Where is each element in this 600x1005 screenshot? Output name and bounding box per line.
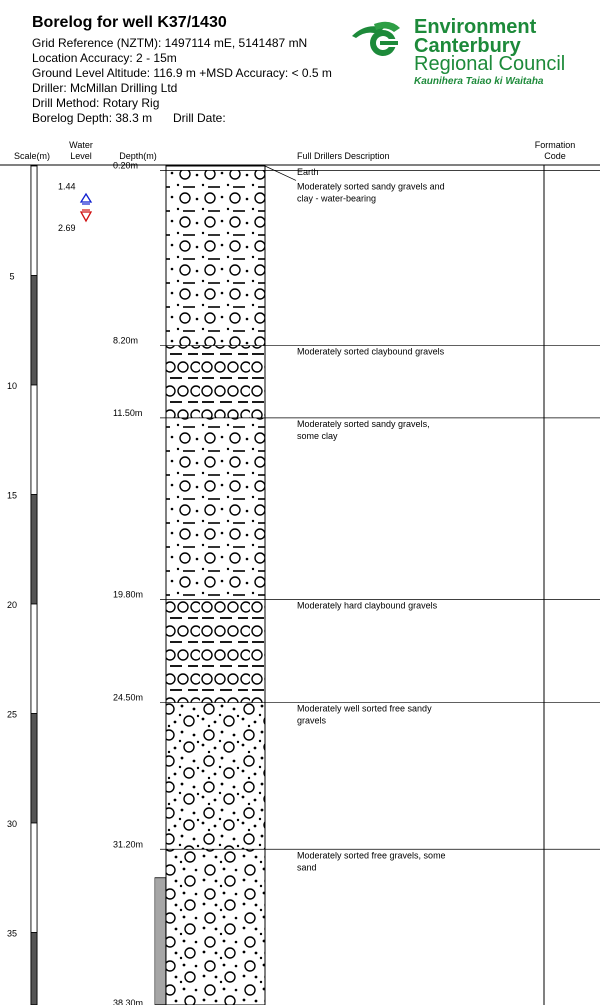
water-level-label: 2.69 bbox=[58, 222, 76, 233]
bottom-depth-label: 38.30m bbox=[113, 997, 144, 1005]
logo-environment: Environment bbox=[414, 16, 537, 38]
logo-regional-council: Regional Council bbox=[414, 53, 566, 75]
drill-method: Drill Method: Rotary Rig bbox=[32, 96, 160, 110]
scale-segment bbox=[31, 714, 37, 824]
layer-description-text: Moderately sorted claybound gravels bbox=[297, 346, 445, 357]
scale-bar-segments bbox=[31, 166, 37, 1005]
water-level-label: 1.44 bbox=[58, 181, 76, 192]
driller: Driller: McMillan Drilling Ltd bbox=[32, 81, 178, 95]
lithology-layer bbox=[166, 346, 265, 418]
scale-tick-label: 30 bbox=[6, 819, 18, 829]
scale-tick-label: 10 bbox=[6, 381, 18, 391]
scale-segment bbox=[31, 166, 37, 276]
scale-tick-label: 5 bbox=[9, 271, 15, 282]
formation-code-column-header: Formation Code bbox=[534, 140, 576, 161]
ground-level-altitude: Ground Level Altitude: 116.9 m +MSD Accuracy: < 0.5 m bbox=[32, 66, 332, 80]
borelog-title: Borelog for well K37/1430 bbox=[32, 14, 227, 31]
grid-reference: Grid Reference (NZTM): 1497114 mE, 5141487 mN bbox=[32, 36, 308, 50]
description-column-header: Full Drillers Description bbox=[297, 151, 390, 161]
water-level-up-icon bbox=[81, 194, 91, 202]
layer-top-depth-label: 0.20m bbox=[113, 160, 139, 171]
layer-top-depth-label: 8.20m bbox=[113, 335, 139, 346]
scale-tick-label: 35 bbox=[6, 928, 18, 939]
lithology-column bbox=[166, 170, 265, 1004]
depth-column-header: Depth(m) bbox=[119, 151, 157, 161]
scale-tick-label: 20 bbox=[6, 600, 18, 610]
layer-description-text: clay - water-bearing bbox=[297, 193, 377, 204]
layer-description-text: sand bbox=[297, 862, 317, 873]
borelog-depth: Borelog Depth: 38.3 m bbox=[32, 111, 153, 125]
layer-description-text: gravels bbox=[297, 715, 327, 726]
scale-segment bbox=[31, 604, 37, 714]
layer-description-text: Moderately sorted sandy gravels, bbox=[297, 418, 430, 429]
layer-top-depth-label: 31.20m bbox=[113, 839, 144, 850]
lithology-layer bbox=[166, 418, 265, 600]
scale-tick-labels bbox=[7, 272, 17, 939]
surface-leader-line bbox=[265, 166, 296, 180]
layer-description-text: Moderately well sorted free sandy bbox=[297, 703, 432, 714]
scale-segment bbox=[31, 276, 37, 386]
water-level-markers bbox=[58, 182, 91, 233]
lithology-layer bbox=[166, 170, 265, 345]
layer-description-text: Moderately hard claybound gravels bbox=[297, 600, 438, 611]
lithology-layer bbox=[166, 703, 265, 850]
scale-column-header: Scale(m) bbox=[13, 151, 50, 161]
scale-tick-label: 15 bbox=[6, 490, 18, 501]
logo-tagline: Kaunihera Taiao ki Waitaha bbox=[414, 76, 544, 87]
scale-segment bbox=[31, 495, 37, 605]
layer-top-depth-label: 11.50m bbox=[113, 407, 143, 418]
scale-tick-label: 25 bbox=[6, 709, 18, 720]
water-level-column-header: Water Level bbox=[69, 140, 93, 161]
layer-description-text: Moderately sorted free gravels, some bbox=[297, 850, 446, 861]
scale-segment bbox=[31, 385, 37, 495]
scale-segment bbox=[31, 823, 37, 933]
surface-layer-description: Earth bbox=[297, 167, 319, 177]
depth-labels bbox=[113, 160, 143, 1005]
lithology-layer bbox=[166, 849, 265, 1004]
well-screen-interval bbox=[155, 878, 166, 1005]
drill-date: Drill Date: bbox=[173, 111, 226, 125]
scale-segment bbox=[31, 933, 37, 1005]
water-level-down-icon bbox=[81, 212, 91, 221]
lithology-layer bbox=[166, 600, 265, 703]
layer-description-text: Moderately sorted sandy gravels and bbox=[297, 181, 445, 192]
layer-description-text: some clay bbox=[297, 430, 338, 441]
layer-top-depth-label: 24.50m bbox=[113, 692, 144, 703]
layer-top-depth-label: 19.80m bbox=[113, 589, 144, 600]
layer-descriptions bbox=[297, 167, 446, 872]
logo-canterbury: Canterbury bbox=[414, 35, 521, 57]
location-accuracy: Location Accuracy: 2 - 15m bbox=[32, 51, 177, 65]
